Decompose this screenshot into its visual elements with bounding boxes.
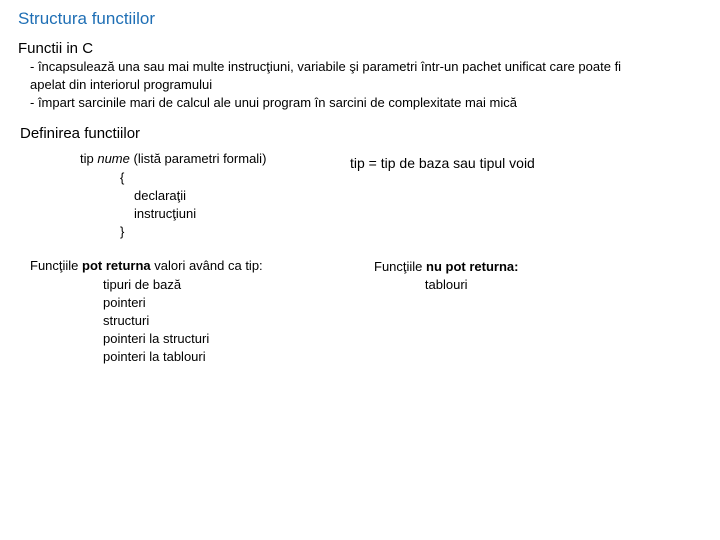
return-type-item: tipuri de bază [103, 277, 182, 292]
section-heading-functions-in-c: Functii in C [18, 40, 94, 57]
declarations-line: declaraţii [134, 188, 187, 203]
bullet-item-continuation: apelat din interiorul programului [30, 77, 213, 92]
not-returns-bold-pot: pot returna: [445, 259, 519, 274]
returns-intro-bold: pot returna [82, 258, 151, 273]
open-brace: { [120, 170, 125, 185]
bullet-item: - încapsulează una sau mai multe instrucţiuni, variabile şi parametri într-un pachet unificat care poate fi [30, 59, 622, 74]
not-returns-bold-nu: nu [426, 259, 442, 274]
return-type-item: structuri [103, 313, 150, 328]
bullet-item: - împart sarcinile mari de calcul ale unui program în sarcini de complexitate mai mică [30, 95, 517, 110]
signature-name: nume [97, 151, 130, 166]
not-returns-prefix: Funcţiile [374, 259, 427, 274]
returns-intro-suffix: valori având ca tip: [150, 258, 263, 273]
return-type-item: pointeri la tablouri [103, 349, 206, 364]
signature-prefix: tip [80, 151, 98, 166]
return-type-item: pointeri la structuri [103, 331, 210, 346]
function-signature [80, 150, 266, 168]
not-returns-block [374, 258, 519, 294]
not-returns-intro [374, 258, 519, 276]
bullet-list [30, 58, 621, 112]
not-returns-item: tablouri [424, 277, 468, 292]
slide-title: Structura functiilor [18, 9, 155, 28]
signature-params: (listă parametri formali) [129, 151, 267, 166]
return-type-item: pointeri [103, 295, 146, 310]
instructions-line: instrucţiuni [134, 206, 197, 221]
function-body [120, 169, 196, 241]
type-note: tip = tip de baza sau tipul void [350, 155, 535, 171]
section-heading-function-definition: Definirea functiilor [20, 125, 141, 142]
returns-intro-prefix: Funcţiile [30, 258, 83, 273]
close-brace: } [120, 224, 125, 239]
returns-intro [30, 257, 263, 275]
return-types-list [103, 276, 209, 366]
